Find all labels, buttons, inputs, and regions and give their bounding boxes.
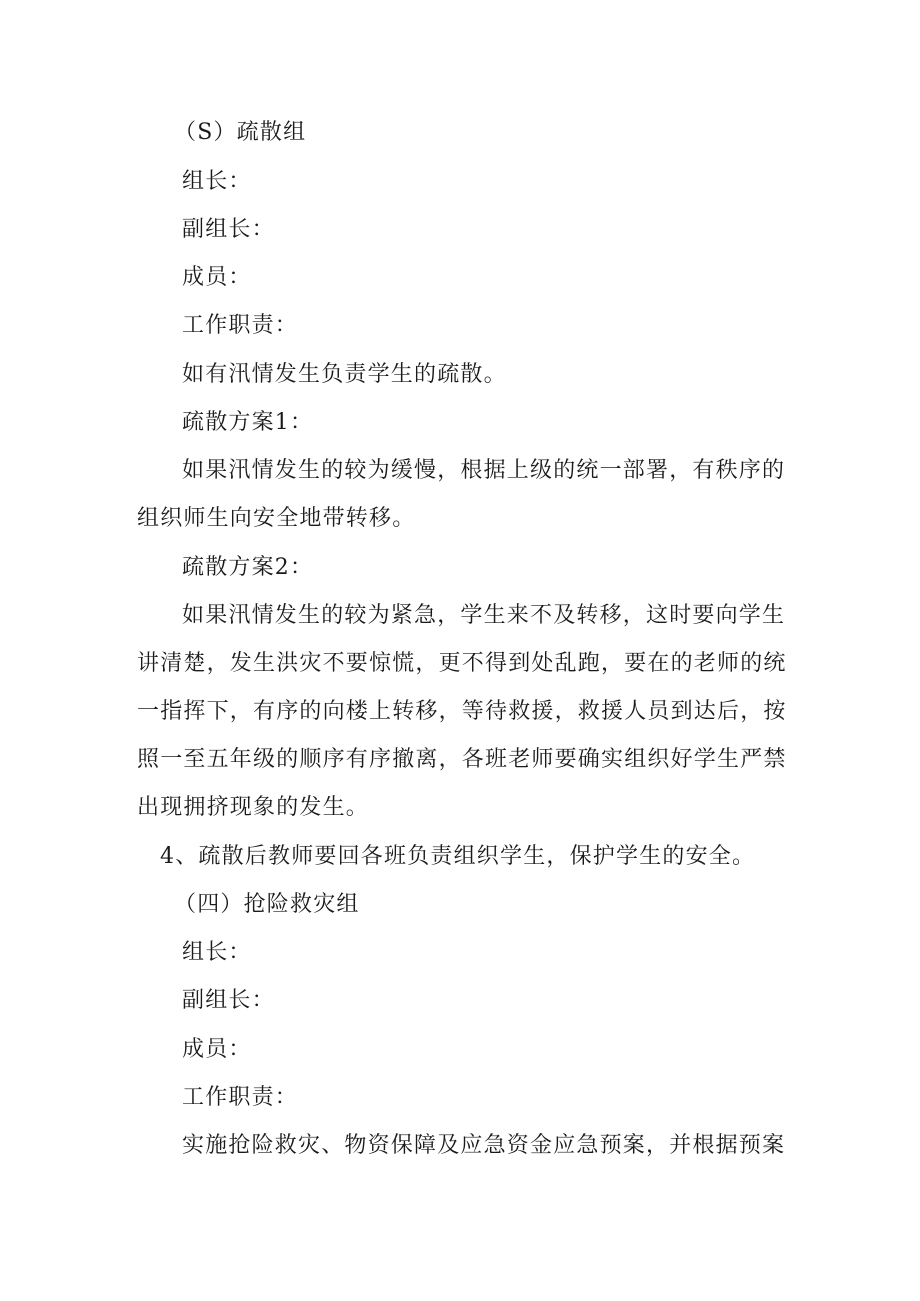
deputy-leader-label: 副组长： [182,217,275,242]
plan-2-label: 疏散方案2： [182,555,314,580]
deputy-leader-label: 副组长： [182,988,275,1013]
paragraph-line: 如果汛情发生的较为缓慢，根据上级的统一部署，有秩序的 [182,458,786,483]
duties-label: 工作职责： [182,1085,299,1110]
section-heading-evacuation: （S）疏散组 [174,120,307,145]
members-label: 成员： [182,265,252,290]
plan-1-label: 疏散方案1： [182,410,314,435]
group-leader-label: 组长： [182,940,252,965]
members-label: 成员： [182,1037,252,1062]
paragraph-line: 组织师生向安全地带转移。 [137,506,416,531]
paragraph-line: 实施抢险救灾、物资保障及应急资金应急预案，并根据预案 [182,1133,786,1158]
duties-label: 工作职责： [182,313,299,338]
paragraph-line: 一指挥下，有序的向楼上转移，等待救援，救援人员到达后，按 [137,699,787,724]
item-4-text: 4、疏散后教师要回各班负责组织学生，保护学生的安全。 [160,844,756,869]
paragraph-line: 出现拥挤现象的发生。 [137,795,370,820]
group-leader-label: 组长： [182,169,252,194]
section-heading-rescue: （四）抢险救灾组 [174,892,360,917]
duties-text: 如有汛情发生负责学生的疏散。 [182,362,507,387]
paragraph-line: 讲清楚，发生洪灾不要惊慌，更不得到处乱跑，要在的老师的统 [137,651,787,676]
paragraph-line: 如果汛情发生的较为紧急，学生来不及转移，这时要向学生 [182,603,786,628]
paragraph-line: 照一至五年级的顺序有序撤离，各班老师要确实组织好学生严禁 [137,747,787,772]
